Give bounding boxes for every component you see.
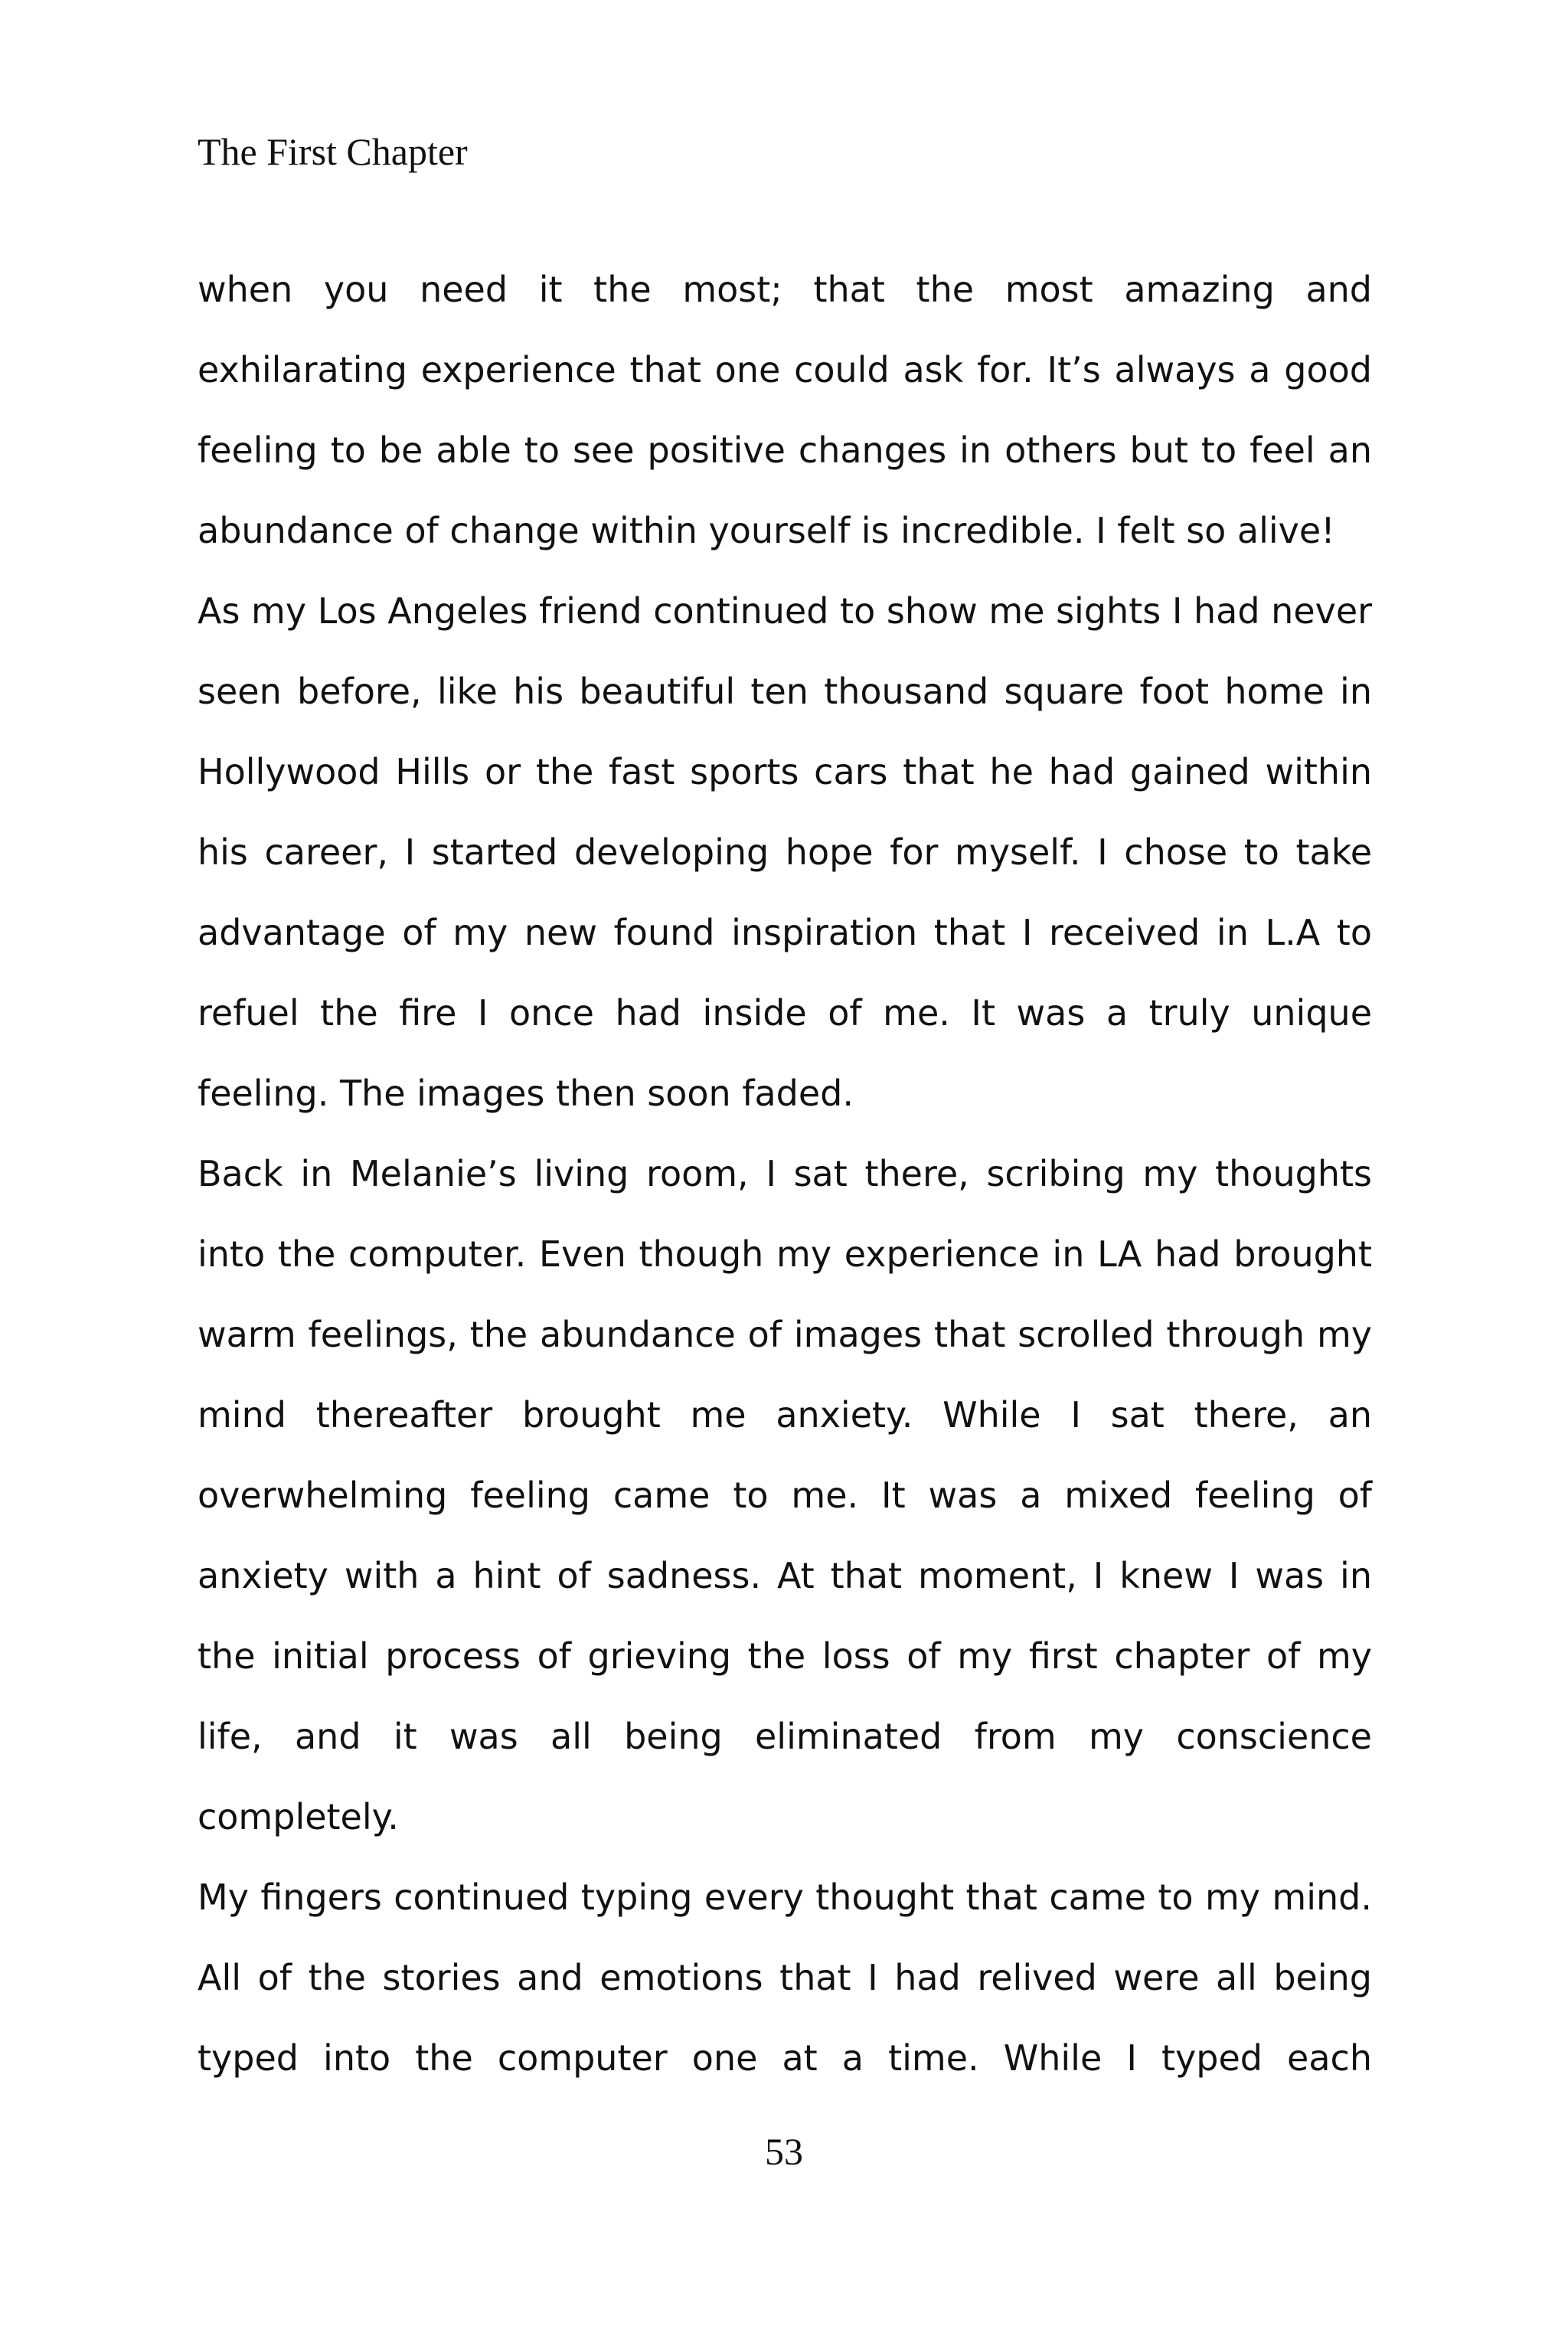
text-line: My fingers continued typing every thought that came to my mind. [198,1877,1372,1918]
page-number: 53 [765,2130,803,2173]
text-line: advantage of my new found inspiration that I received in L.A to [198,912,1372,953]
text-line: anxiety with a hint of sadness. At that moment, I knew I was in [198,1555,1372,1596]
text-line: feeling. The images then soon faded. [198,1073,854,1114]
text-line: feeling to be able to see positive changes in others but to feel an [198,430,1372,471]
text-line: the initial process of grieving the loss of my first chapter of my [198,1635,1372,1677]
text-line: life, and it was all being eliminated from my conscience [198,1716,1372,1757]
text-line: overwhelming feeling came to me. It was a mixed feeling of [198,1475,1372,1516]
text-line: when you need it the most; that the most amazing and [198,269,1372,310]
text-line: exhilarating experience that one could ask for. It’s always a good [198,349,1372,390]
text-line: completely. [198,1796,399,1838]
text-line: his career, I started developing hope for myself. I chose to take [198,831,1372,873]
text-line: refuel the fire I once had inside of me. It was a truly unique [198,992,1372,1034]
text-line: warm feelings, the abundance of images that scrolled through my [198,1314,1372,1355]
text-line: seen before, like his beautiful ten thousand square foot home in [198,671,1372,712]
text-line: As my Los Angeles friend continued to show me sights I had never [198,590,1373,632]
text-line: All of the stories and emotions that I had relived were all being [198,1957,1372,1998]
running-header-title: The First Chapter [198,130,468,173]
text-line: mind thereafter brought me anxiety. While I sat there, an [198,1394,1372,1436]
text-line: Back in Melanie’s living room, I sat there, scribing my thoughts [198,1153,1372,1194]
text-line: Hollywood Hills or the fast sports cars that he had gained within [198,751,1372,792]
body-text [198,266,1372,2115]
text-line: abundance of change within yourself is incredible. I felt so alive! [198,510,1335,551]
text-line: into the computer. Even though my experience in LA had brought [198,1233,1372,1275]
text-line: typed into the computer one at a time. While I typed each [198,2037,1372,2079]
